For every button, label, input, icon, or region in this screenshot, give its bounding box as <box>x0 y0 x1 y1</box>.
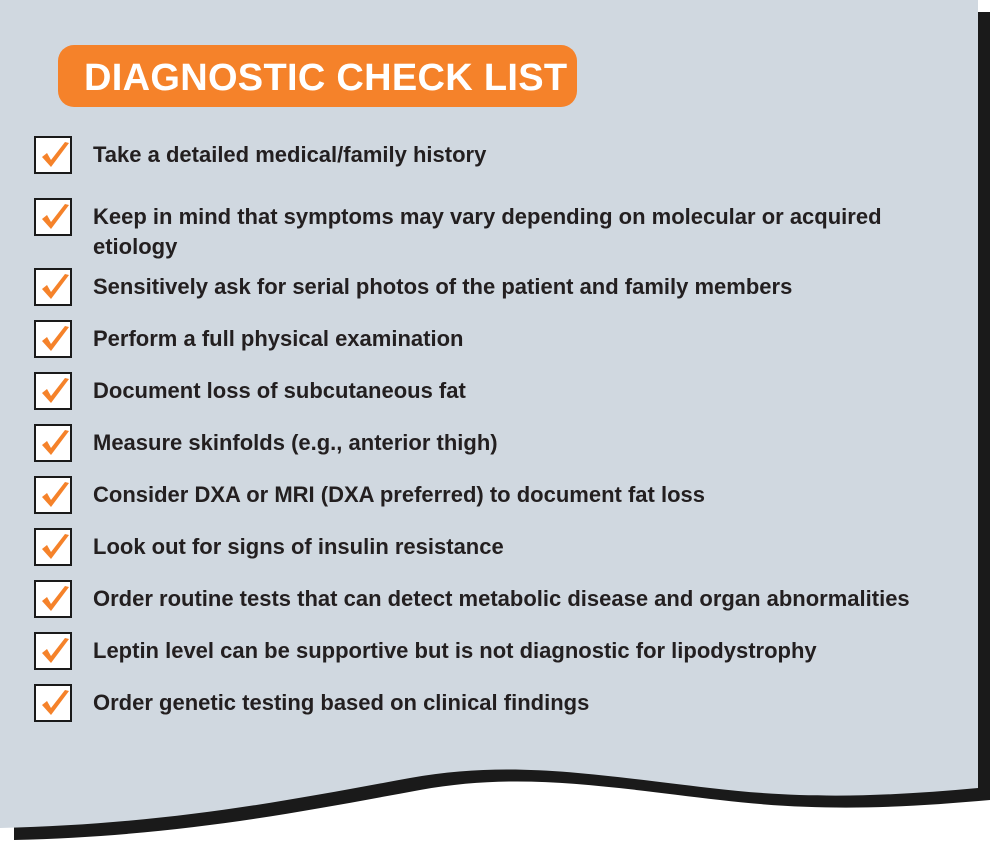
check-icon <box>38 271 72 305</box>
check-icon <box>38 323 72 357</box>
check-icon <box>38 635 72 669</box>
item-text: Document loss of subcutaneous fat <box>93 378 466 403</box>
item-text: Consider DXA or MRI (DXA preferred) to document fat loss <box>93 482 705 507</box>
checkbox[interactable] <box>34 528 72 566</box>
item-text: Take a detailed medical/family history <box>93 142 487 167</box>
check-icon <box>38 479 72 513</box>
checkbox[interactable] <box>34 424 72 462</box>
checkbox[interactable] <box>34 198 72 236</box>
check-icon <box>38 583 72 617</box>
checkbox[interactable] <box>34 372 72 410</box>
check-icon <box>38 375 72 409</box>
item-text: Order routine tests that can detect metabolic disease and organ abnormalities <box>93 586 910 611</box>
checkbox[interactable] <box>34 684 72 722</box>
item-text: Leptin level can be supportive but is not diagnostic for lipodystrophy <box>93 638 817 663</box>
check-icon <box>38 531 72 565</box>
page-title: DIAGNOSTIC CHECK LIST <box>84 57 568 99</box>
item-text: Look out for signs of insulin resistance <box>93 534 504 559</box>
check-icon <box>38 427 72 461</box>
item-text: Keep in mind that symptoms may vary depending on molecular or acquired etiology <box>93 204 882 259</box>
check-icon <box>38 687 72 721</box>
check-icon <box>38 139 72 173</box>
checkbox[interactable] <box>34 320 72 358</box>
item-text: Measure skinfolds (e.g., anterior thigh) <box>93 430 498 455</box>
checkbox[interactable] <box>34 580 72 618</box>
checkbox[interactable] <box>34 268 72 306</box>
item-text: Sensitively ask for serial photos of the patient and family members <box>93 274 793 299</box>
item-text: Perform a full physical examination <box>93 326 464 351</box>
checkbox[interactable] <box>34 136 72 174</box>
checkbox[interactable] <box>34 476 72 514</box>
checkbox[interactable] <box>34 632 72 670</box>
item-text: Order genetic testing based on clinical findings <box>93 690 590 715</box>
check-icon <box>38 201 72 235</box>
